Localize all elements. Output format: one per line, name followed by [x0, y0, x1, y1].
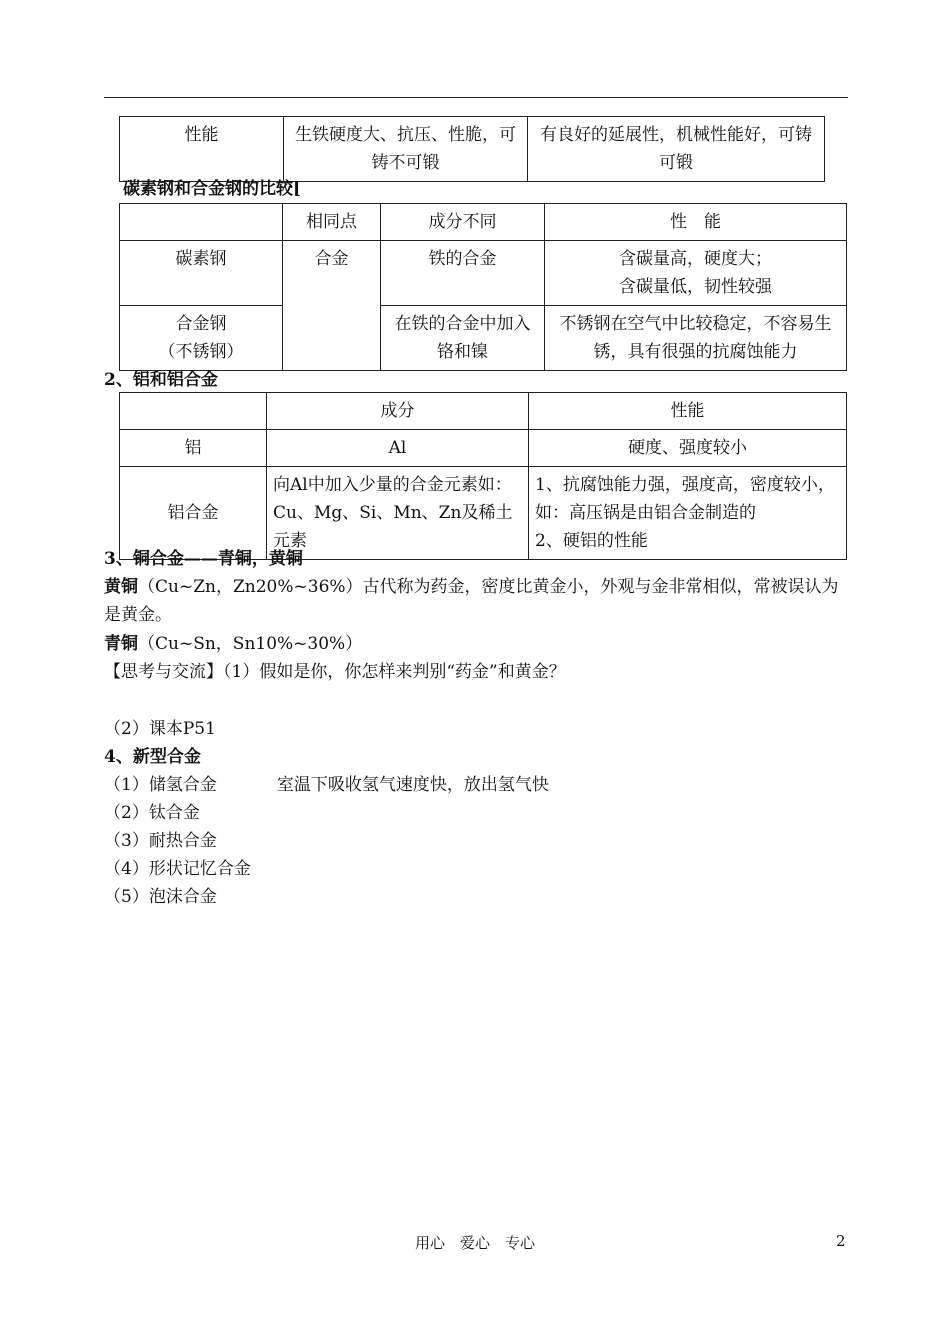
bronze-text: （Cu~Sn，Sn10%~30%） [138, 634, 363, 654]
table-cell: 合金 [283, 241, 381, 371]
table-cell: 性能 [120, 117, 284, 182]
alloy-description: 室温下吸收氢气速度快，放出氢气快 [276, 775, 549, 795]
aluminum-table [119, 392, 847, 560]
table-cell: 在铁的合金中加入铬和镍 [381, 306, 545, 371]
question-two: （2）课本P51 [104, 719, 216, 739]
table-row [120, 430, 847, 467]
table-cell: 铁的合金 [381, 241, 545, 306]
brass-paragraph [104, 573, 849, 629]
list-item: （5）泡沫合金 [104, 887, 217, 907]
list-item [104, 771, 549, 799]
alloy-name: （1）储氢合金 [104, 775, 217, 795]
table-cell: 有良好的延展性，机械性能好，可铸可锻 [528, 117, 825, 182]
cell-line: 合金钢 [175, 314, 227, 334]
steel-comparison-table [119, 203, 847, 371]
table-cell: 性能 [529, 393, 847, 430]
table-row [120, 117, 825, 182]
table-cell: 向Al中加入少量的合金元素如：Cu、Mg、Si、Mn、Zn及稀土元素 [267, 467, 529, 560]
table-cell [120, 204, 283, 241]
list-item: （2）钛合金 [104, 803, 200, 823]
table-cell [529, 467, 847, 560]
list-item: （4）形状记忆合金 [104, 859, 251, 879]
table-cell: 相同点 [283, 204, 381, 241]
table-row [120, 306, 847, 371]
table-row [120, 241, 847, 306]
table-cell: 性 能 [545, 204, 847, 241]
bronze-paragraph [104, 630, 362, 658]
table-cell: 成分不同 [381, 204, 545, 241]
table-cell: 铝 [120, 430, 267, 467]
table-cell [120, 393, 267, 430]
section-heading-carbon-alloy-steel: 碳素钢和合金钢的比较[ [123, 179, 302, 199]
table-cell: 生铁硬度大、抗压、性脆，可铸不可锻 [284, 117, 528, 182]
section-heading-new-alloys: 4、新型合金 [104, 747, 201, 767]
think-question: 【思考与交流】（1）假如是你，你怎样来判别“药金”和黄金？ [104, 662, 566, 682]
cell-line: （不锈钢） [158, 342, 244, 362]
cell-line: 含碳量低，韧性较强 [619, 277, 772, 297]
section-heading-copper: 3、铜合金——青铜，黄铜 [104, 549, 303, 569]
cell-line: 2、硬铝的性能 [535, 531, 648, 551]
table-cell: 碳素钢 [120, 241, 283, 306]
table-cell: 硬度、强度较小 [529, 430, 847, 467]
list-item: （3）耐热合金 [104, 831, 217, 851]
header-rule [104, 97, 848, 98]
table-row [120, 393, 847, 430]
brass-label: 黄铜 [104, 577, 138, 597]
cell-line: 含碳量高，硬度大； [619, 249, 772, 269]
page-footer: 用心 爱心 专心 [414, 1234, 535, 1252]
table-cell: 不锈钢在空气中比较稳定，不容易生锈，具有很强的抗腐蚀能力 [545, 306, 847, 371]
iron-comparison-table [119, 116, 825, 182]
section-heading-text: 2、铝和铝合金 [104, 370, 218, 390]
table-cell: 成分 [267, 393, 529, 430]
table-cell [120, 306, 283, 371]
table-cell: 铝合金 [120, 467, 267, 560]
brass-text: （Cu~Zn，Zn20%~36%）古代称为药金，密度比黄金小，外观与金非常相似，常被误认为是黄金。 [104, 577, 839, 625]
page-number: 2 [836, 1232, 846, 1250]
table-row [120, 204, 847, 241]
table-cell [545, 241, 847, 306]
section-heading-aluminum [104, 366, 218, 394]
table-cell: Al [267, 430, 529, 467]
cell-line: 1、抗腐蚀能力强，强度高，密度较小，如：高压锅是由铝合金制造的 [535, 475, 835, 523]
bronze-label: 青铜 [104, 634, 138, 654]
